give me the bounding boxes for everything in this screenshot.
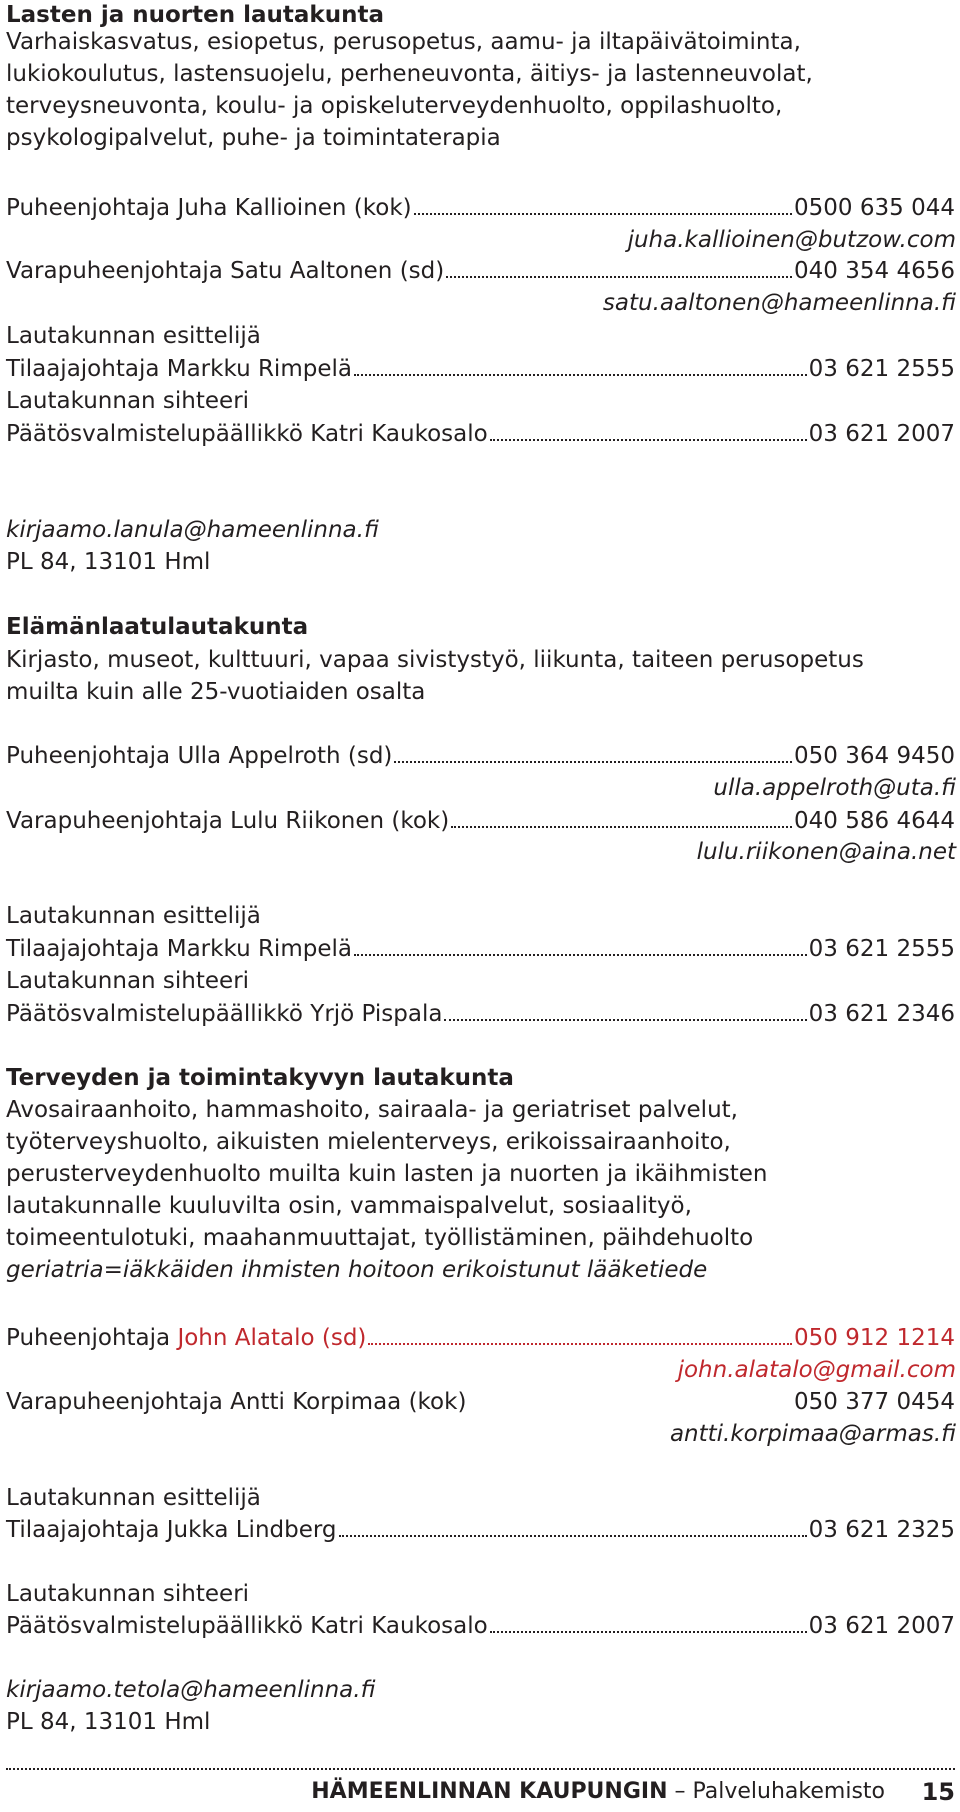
vice-chair-phone: 050 377 0454: [794, 1389, 955, 1415]
chair-label: Puheenjohtaja Ulla Appelroth (sd): [6, 743, 393, 769]
description-line: perusterveydenhuolto muilta kuin lasten ja nuorten ja ikäihmisten: [6, 1161, 768, 1187]
description-line: muilta kuin alle 25-vuotiaiden osalta: [6, 679, 426, 705]
section-description: [6, 26, 813, 154]
dot-leader: [414, 213, 792, 215]
chair-name: John Alatalo (sd): [177, 1325, 367, 1351]
presenter-row: [6, 353, 955, 385]
chair-phone: 050 912 1214: [794, 1325, 955, 1351]
section-description: [6, 1094, 768, 1286]
secretary-label: Päätösvalmistelupäällikkö Katri Kaukosalo: [6, 421, 488, 447]
po-box: PL 84, 13101 Hml: [6, 1709, 211, 1735]
secretary-heading: Lautakunnan sihteeri: [6, 1581, 250, 1607]
footer-publication-name: Palveluhakemisto: [692, 1779, 885, 1804]
vice-chair-row: [6, 805, 955, 837]
secretary-row: [6, 418, 955, 450]
description-line: lukiokoulutus, lastensuojelu, perheneuvonta, äitiys- ja lastenneuvolat,: [6, 61, 813, 87]
dot-leader: [394, 761, 792, 763]
chair-email[interactable]: ulla.appelroth@uta.fi: [713, 775, 956, 801]
po-box: PL 84, 13101 Hml: [6, 549, 211, 575]
dot-leader: [339, 1535, 807, 1537]
presenter-heading: Lautakunnan esittelijä: [6, 323, 261, 349]
secretary-phone: 03 621 2007: [808, 421, 955, 447]
chair-email[interactable]: juha.kallioinen@butzow.com: [627, 227, 956, 253]
page-number: 15: [921, 1778, 955, 1806]
chair-phone: 050 364 9450: [794, 743, 955, 769]
secretary-phone: 03 621 2346: [808, 1001, 955, 1027]
vice-chair-label: Varapuheenjohtaja Satu Aaltonen (sd): [6, 258, 445, 284]
office-email[interactable]: kirjaamo.tetola@hameenlinna.fi: [6, 1677, 376, 1703]
section-title: Terveyden ja toimintakyvyn lautakunta: [6, 1065, 514, 1091]
chair-row: [6, 192, 955, 224]
secretary-row: [6, 1610, 955, 1642]
presenter-heading: Lautakunnan esittelijä: [6, 903, 261, 929]
secretary-heading: Lautakunnan sihteeri: [6, 968, 250, 994]
presenter-phone: 03 621 2555: [808, 936, 955, 962]
footer-divider: [6, 1768, 955, 1770]
section-title: Elämänlaatulautakunta: [6, 614, 309, 640]
secretary-row: [6, 998, 955, 1030]
secretary-label: Päätösvalmistelupäällikkö Katri Kaukosalo: [6, 1613, 488, 1639]
section-title: Lasten ja nuorten lautakunta: [6, 2, 384, 28]
secretary-label: Päätösvalmistelupäällikkö Yrjö Pispala: [6, 1001, 443, 1027]
chair-row: [6, 740, 955, 772]
vice-chair-label: Varapuheenjohtaja Antti Korpimaa (kok): [6, 1389, 467, 1415]
dot-leader: [446, 276, 792, 278]
description-note: geriatria=iäkkäiden ihmisten hoitoon erikoistunut lääketiede: [6, 1257, 708, 1283]
description-line: Varhaiskasvatus, esiopetus, perusopetus, aamu- ja iltapäivätoiminta,: [6, 29, 801, 55]
section-description: [6, 644, 864, 708]
dot-leader: [444, 1019, 806, 1021]
dot-leader: [490, 439, 807, 441]
presenter-label: Tilaajajohtaja Jukka Lindberg: [6, 1517, 337, 1543]
office-email[interactable]: kirjaamo.lanula@hameenlinna.fi: [6, 517, 379, 543]
chair-phone: 0500 635 044: [794, 195, 955, 221]
description-line: psykologipalvelut, puhe- ja toimintaterapia: [6, 125, 501, 151]
vice-chair-row: [6, 255, 955, 287]
vice-chair-email[interactable]: lulu.riikonen@aina.net: [696, 839, 956, 865]
description-line: toimeentulotuki, maahanmuuttajat, työllistäminen, päihdehuolto: [6, 1225, 754, 1251]
dot-leader: [354, 374, 807, 376]
presenter-heading: Lautakunnan esittelijä: [6, 1485, 261, 1511]
dot-leader: [368, 1343, 792, 1345]
presenter-label: Tilaajajohtaja Markku Rimpelä: [6, 936, 352, 962]
chair-label: Puheenjohtaja Juha Kallioinen (kok): [6, 195, 412, 221]
chair-prefix: Puheenjohtaja: [6, 1325, 178, 1351]
chair-row: [6, 1322, 955, 1354]
footer-dash: –: [667, 1779, 693, 1804]
chair-email[interactable]: john.alatalo@gmail.com: [677, 1357, 956, 1383]
footer-publisher: HÄMEENLINNAN KAUPUNGIN: [311, 1779, 668, 1804]
vice-chair-label: Varapuheenjohtaja Lulu Riikonen (kok): [6, 808, 450, 834]
description-line: terveysneuvonta, koulu- ja opiskeluterveydenhuolto, oppilashuolto,: [6, 93, 783, 119]
vice-chair-row: [6, 1386, 955, 1418]
vice-chair-phone: 040 354 4656: [794, 258, 955, 284]
vice-chair-email[interactable]: antti.korpimaa@armas.fi: [669, 1421, 956, 1447]
vice-chair-email[interactable]: satu.aaltonen@hameenlinna.fi: [602, 290, 956, 316]
presenter-label: Tilaajajohtaja Markku Rimpelä: [6, 356, 352, 382]
description-line: Kirjasto, museot, kulttuuri, vapaa sivistystyö, liikunta, taiteen perusopetus: [6, 647, 864, 673]
page-footer: [6, 1776, 955, 1808]
description-line: työterveyshuolto, aikuisten mielenterveys, erikoissairaanhoito,: [6, 1129, 731, 1155]
presenter-row: [6, 933, 955, 965]
vice-chair-phone: 040 586 4644: [794, 808, 955, 834]
dot-leader: [451, 826, 792, 828]
dot-leader: [354, 954, 807, 956]
presenter-phone: 03 621 2325: [808, 1517, 955, 1543]
description-line: lautakunnalle kuuluvilta osin, vammaispalvelut, sosiaalityö,: [6, 1193, 692, 1219]
secretary-heading: Lautakunnan sihteeri: [6, 388, 250, 414]
dot-leader: [490, 1631, 807, 1633]
presenter-row: [6, 1514, 955, 1546]
footer-publication: [311, 1776, 885, 1808]
presenter-phone: 03 621 2555: [808, 356, 955, 382]
description-line: Avosairaanhoito, hammashoito, sairaala- ja geriatriset palvelut,: [6, 1097, 738, 1123]
secretary-phone: 03 621 2007: [808, 1613, 955, 1639]
